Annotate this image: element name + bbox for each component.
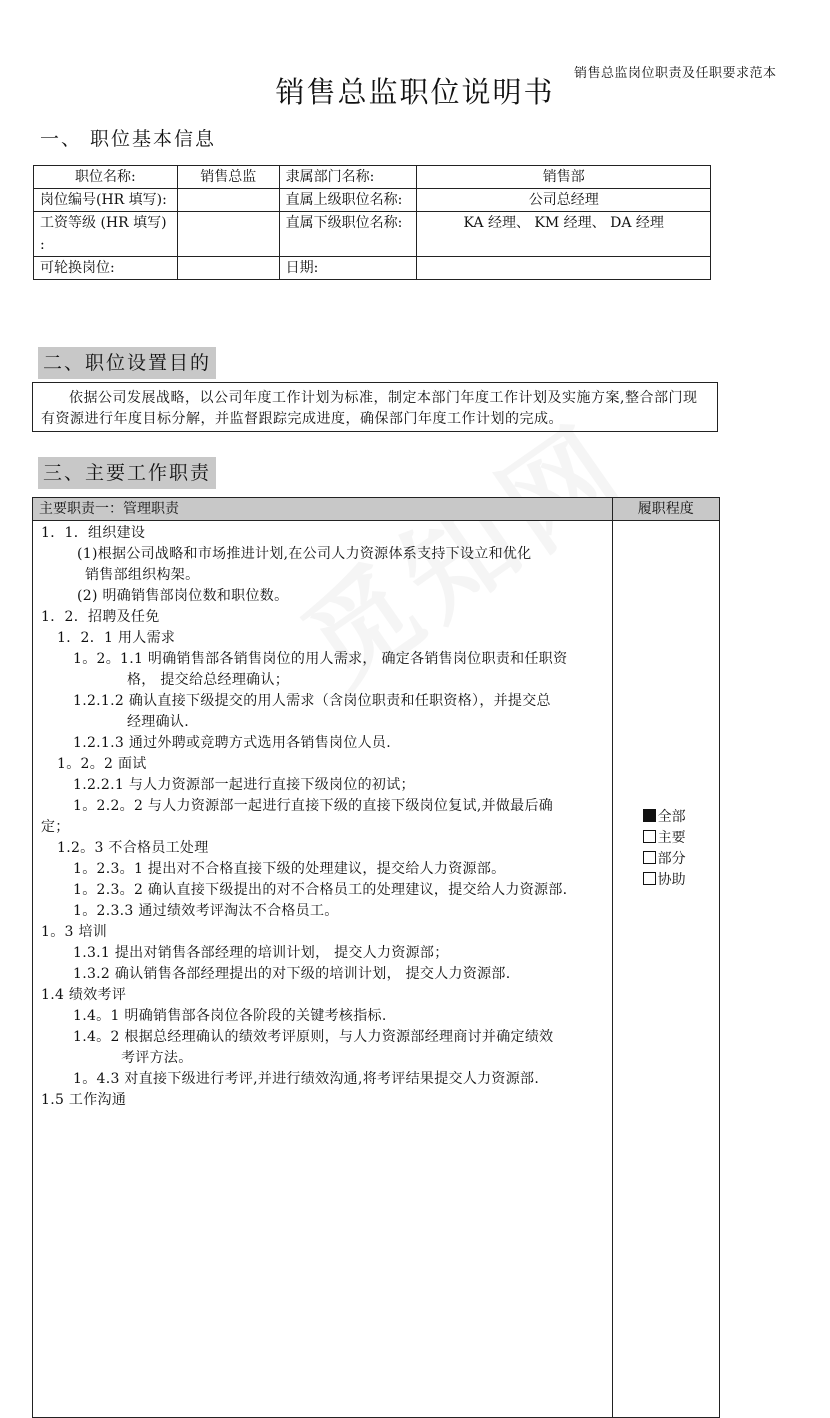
duty-line: 考评方法。 <box>121 1050 193 1066</box>
purpose-text: 依据公司发展战略，以公司年度工作计划为标准，制定本部门年度工作计划及实施方案,整合部门现有资源进行年度目标分解，并监督跟踪完成进度，确保部门年度工作计划的完成。 <box>32 382 718 432</box>
page-label: 销售总监岗位职责及任职要求范本 <box>574 66 777 81</box>
table-cell <box>177 257 279 280</box>
duty-line: 1。2.3。1 提出对不合格直接下级的处理建议，提交给人力资源部。 <box>73 861 506 877</box>
duty-line: 销售部组织构架。 <box>85 567 200 583</box>
document-title: 销售总监职位说明书 <box>275 75 555 109</box>
table-row <box>34 166 711 189</box>
table-row <box>34 257 711 280</box>
duty-line: 1.4 绩效考评 <box>41 987 127 1003</box>
duty-line: 1.5 工作沟通 <box>41 1092 127 1108</box>
checkbox-checked-icon <box>643 809 656 822</box>
duty-line: 1。2.3.3 通过绩效考评淘汰不合格员工。 <box>73 903 339 919</box>
table-cell: 直属上级职位名称: <box>279 189 417 212</box>
duty-line: 经理确认. <box>127 714 189 730</box>
duties-body-row <box>33 521 720 1418</box>
table-cell <box>417 257 711 280</box>
table-cell: KA 经理、 KM 经理、 DA 经理 <box>417 212 711 257</box>
checkbox-unchecked-icon <box>643 851 656 864</box>
scope-option-partial[interactable]: 部分 <box>643 849 719 870</box>
duty-line: 格， 提交给总经理确认； <box>127 672 290 688</box>
duties-content <box>33 521 613 1418</box>
duties-header-left: 主要职责一：管理职责 <box>33 498 613 521</box>
table-row <box>34 189 711 212</box>
basic-info-table <box>33 165 711 280</box>
duty-line: 1。4.3 对直接下级进行考评,并进行绩效沟通,将考评结果提交人力资源部. <box>73 1071 540 1087</box>
duty-line: 1。2.2。2 与人力资源部一起进行直接下级的直接下级岗位复试,并做最后确 <box>73 798 554 814</box>
table-cell: 直属下级职位名称: <box>279 212 417 257</box>
section-2-title: 二、职位设置目的 <box>38 347 216 379</box>
duty-line: 1。2.3。2 确认直接下级提出的对不合格员工的处理建议，提交给人力资源部. <box>73 882 568 898</box>
table-cell: 日期: <box>279 257 417 280</box>
scope-option-assist[interactable]: 协助 <box>643 870 719 891</box>
duty-line: 1。3 培训 <box>41 924 108 940</box>
duty-line: 1。2。2 面试 <box>57 756 147 772</box>
duties-header-right: 履职程度 <box>612 498 719 521</box>
duty-line: 1．2．招聘及任免 <box>41 609 160 625</box>
duty-line: 定； <box>41 819 70 835</box>
duty-line: (1)根据公司战略和市场推进计划,在公司人力资源体系支持下设立和优化 <box>77 546 532 562</box>
duty-line: 1.3.2 确认销售各部经理提出的对下级的培训计划， 提交人力资源部. <box>73 966 511 982</box>
table-cell <box>177 212 279 257</box>
checkbox-unchecked-icon <box>643 830 656 843</box>
section-3-title: 三、主要工作职责 <box>38 457 216 489</box>
duty-line: 1.2.2.1 与人力资源部一起进行直接下级岗位的初试； <box>73 777 415 793</box>
duty-line: 1.2.1.3 通过外聘或竞聘方式选用各销售岗位人员. <box>73 735 391 751</box>
table-cell: 销售总监 <box>177 166 279 189</box>
duty-line: 1.2.1.2 确认直接下级提交的用人需求（含岗位职责和任职资格），并提交总 <box>73 693 551 709</box>
section-1-title: 一、 职位基本信息 <box>40 128 217 150</box>
table-cell: 职位名称: <box>34 166 178 189</box>
duty-line: 1.2。3 不合格员工处理 <box>57 840 209 856</box>
table-cell: 岗位编号(HR 填写): <box>34 189 178 212</box>
table-row <box>34 212 711 257</box>
duty-line: (2) 明确销售部岗位数和职位数。 <box>77 588 289 604</box>
table-cell <box>177 189 279 212</box>
duty-line: 1．1．组织建设 <box>41 525 146 541</box>
duties-header-row <box>33 498 720 521</box>
table-cell: 工资等级 (HR 填写) : <box>34 212 178 257</box>
performance-scope <box>612 521 719 1418</box>
checkbox-unchecked-icon <box>643 872 656 885</box>
duty-line: 1.3.1 提出对销售各部经理的培训计划， 提交人力资源部； <box>73 945 449 961</box>
duty-line: 1.4。2 根据总经理确认的绩效考评原则，与人力资源部经理商讨并确定绩效 <box>73 1029 554 1045</box>
table-cell: 公司总经理 <box>417 189 711 212</box>
table-cell: 隶属部门名称: <box>279 166 417 189</box>
table-cell: 可轮换岗位: <box>34 257 178 280</box>
scope-option-all[interactable]: 全部 <box>643 807 719 828</box>
table-cell: 销售部 <box>417 166 711 189</box>
duty-line: 1.4。1 明确销售部各岗位各阶段的关键考核指标. <box>73 1008 387 1024</box>
scope-option-main[interactable]: 主要 <box>643 828 719 849</box>
duties-table <box>32 497 720 1418</box>
duty-line: 1。2。1.1 明确销售部各销售岗位的用人需求， 确定各销售岗位职责和任职资 <box>73 651 568 667</box>
duty-line: 1．2．1 用人需求 <box>57 630 176 646</box>
